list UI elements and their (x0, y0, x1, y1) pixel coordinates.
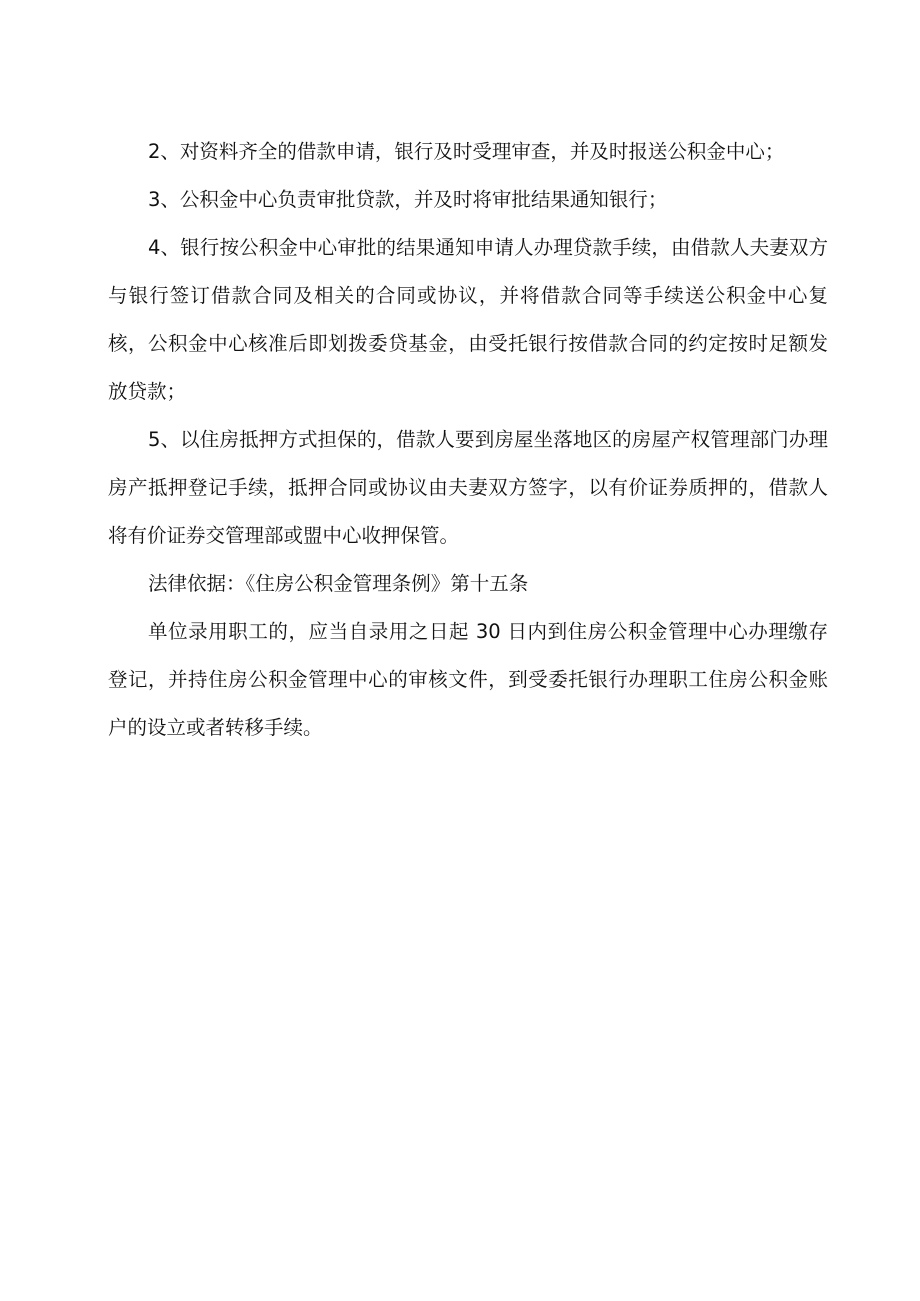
legal-basis: 法律依据：《住房公积金管理条例》第十五条 (148, 572, 529, 595)
document-body (108, 128, 828, 752)
paragraph-item-3: 3、公积金中心负责审批贷款，并及时将审批结果通知银行； (148, 188, 668, 211)
article-text: 单位录用职工的，应当自录用之日起 30 日内到住房公积金管理中心办理缴存登记，并持住房公积金管理中心的审核文件，到受委托银行办理职工住房公积金账户的设立或者转移手续。 (108, 620, 828, 739)
paragraph-item-5: 5、以住房抵押方式担保的，借款人要到房屋坐落地区的房屋产权管理部门办理房产抵押登记手续，抵押合同或协议由夫妻双方签字，以有价证券质押的，借款人将有价证券交管理部或盟中心收押保管。 (108, 428, 828, 547)
paragraph-item-2: 2、对资料齐全的借款申请，银行及时受理审查，并及时报送公积金中心； (148, 140, 785, 163)
paragraph-item-4: 4、银行按公积金中心审批的结果通知申请人办理贷款手续，由借款人夫妻双方与银行签订借款合同及相关的合同或协议，并将借款合同等手续送公积金中心复核，公积金中心核准后即划拨委贷基金，由受托银行按借款合同的约定按时足额发放贷款； (108, 236, 828, 403)
